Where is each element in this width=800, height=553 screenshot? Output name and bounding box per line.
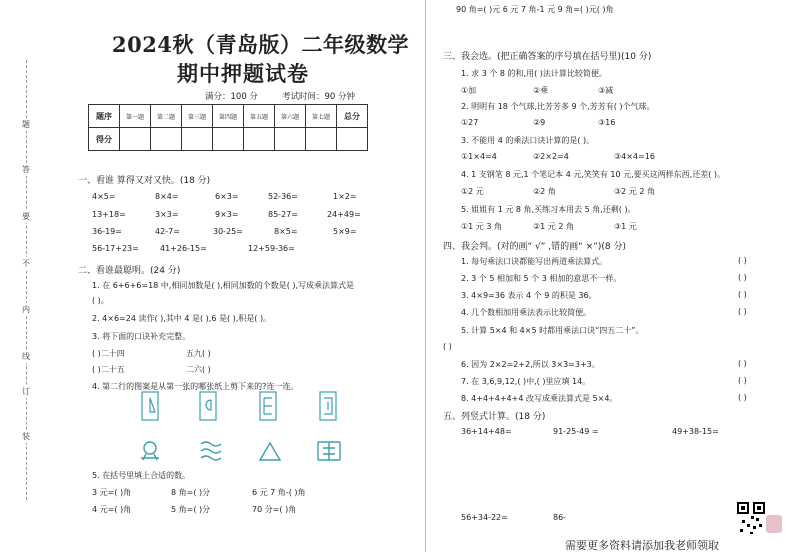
- choice-q3: 3. 不能用 4 的乘法口诀计算的是( )。: [461, 136, 595, 145]
- judge-paren[interactable]: ( ): [738, 393, 747, 402]
- mnemonic-item: ( )二十五: [92, 365, 125, 374]
- judge-item: 8. 4+4+4+4+4 改写成乘法算式是 5×4。: [461, 394, 618, 403]
- judge-item: 3. 4×9=36 表示 4 个 9 的积是 36。: [461, 291, 597, 300]
- calc-item: 1×2=: [333, 192, 357, 201]
- fill-item: 8 角=( )分: [171, 488, 211, 497]
- calc-item: 13+18=: [92, 210, 126, 219]
- calc-item: 52-36=: [268, 192, 298, 201]
- choice-option: ②乘: [533, 86, 549, 95]
- fill-item: 6 元 7 角-( )角: [252, 488, 306, 497]
- choice-option: ①加: [461, 86, 477, 95]
- section-2-q1: 1. 在 6+6+6=18 中,相同加数是( ),相同加数的个数是( ),写成乘法算式是: [92, 281, 355, 290]
- score-table-col: 第三题: [182, 105, 213, 128]
- calc-item: 6×3=: [215, 192, 239, 201]
- binding-char: 题: [22, 120, 30, 129]
- choice-option: ②2×2=4: [533, 152, 569, 161]
- choice-option: ③16: [598, 118, 616, 127]
- calc-item: 3×3=: [155, 210, 179, 219]
- score-cell[interactable]: [306, 128, 337, 151]
- right-top-line: 90 角=( )元 6 元 7 角-1 元 9 角=( )元( )角: [456, 5, 614, 14]
- mnemonic-item: 五九( ): [186, 349, 211, 358]
- page-title: 2024秋（青岛版）二年级数学: [112, 32, 409, 57]
- section-1-title: 一、看谁 算得又对又快。(18 分): [78, 176, 211, 186]
- calc-item: 9×3=: [215, 210, 239, 219]
- score-table-col: 第一题: [120, 105, 151, 128]
- choice-option: ③2 元 2 角: [614, 187, 655, 196]
- fill-item: 3 元=( )角: [92, 488, 132, 497]
- binding-margin: [8, 0, 40, 552]
- score-table-col: 第五题: [244, 105, 275, 128]
- vertical-calc: 91-25-49 =: [553, 427, 599, 436]
- choice-q1: 1. 求 3 个 8 的和,用( )法计算比较简便。: [461, 69, 607, 78]
- judge-item: 5. 计算 5×4 和 4×5 时都用乘法口诀“四五二十”。: [461, 326, 644, 335]
- folded-paper-3-icon: [258, 390, 280, 422]
- judge-paren[interactable]: ( ): [738, 273, 747, 282]
- judge-paren[interactable]: ( ): [738, 290, 747, 299]
- calc-item: 36-19=: [92, 227, 122, 236]
- choice-option: ③1 元: [614, 222, 637, 231]
- judge-paren[interactable]: ( ): [738, 376, 747, 385]
- cutout-ladder-icon: [315, 438, 343, 464]
- calc-item: 8×5=: [274, 227, 298, 236]
- binding-char: 装: [22, 432, 30, 441]
- judge-item: 1. 每句乘法口诀都能写出两道乘法算式。: [461, 257, 608, 266]
- score-table-header-label: 题序: [89, 105, 120, 128]
- score-cell[interactable]: [275, 128, 306, 151]
- section-2-q1-cont: ( )。: [92, 296, 109, 305]
- choice-option: ①1 元 3 角: [461, 222, 502, 231]
- score-cell[interactable]: [337, 128, 368, 151]
- folded-paper-4-icon: [318, 390, 340, 422]
- choice-q2: 2. 明明有 18 个气球,比芳芳多 9 个,芳芳有( )个气球。: [461, 102, 655, 111]
- score-cell[interactable]: [244, 128, 275, 151]
- folded-paper-2-icon: [198, 390, 220, 422]
- judge-item: 7. 在 3,6,9,12,( )中,( )里应填 14。: [461, 377, 591, 386]
- choice-q4: 4. 1 支钢笔 8 元,1 个笔记本 4 元,笑笑有 10 元,要买这两样东西,还差( )。: [461, 170, 726, 179]
- binding-char: 答: [22, 165, 30, 174]
- judge-item: 2. 3 个 5 相加和 5 个 3 相加的意思不一样。: [461, 274, 622, 283]
- judge-paren[interactable]: ( ): [443, 342, 452, 351]
- score-cell[interactable]: [151, 128, 182, 151]
- vertical-calc: 86-: [553, 513, 567, 522]
- score-table-col: 第四题: [213, 105, 244, 128]
- choice-option: ③减: [598, 86, 614, 95]
- vertical-calc: 56+34-22=: [461, 513, 508, 522]
- full-score: 满分：100 分: [205, 92, 258, 102]
- vertical-calc: 36+14+48=: [461, 427, 512, 436]
- section-3-title: 三、我会选。(把正确答案的序号填在括号里)(10 分): [443, 52, 652, 62]
- calc-item: 42-7=: [155, 227, 180, 236]
- choice-option: ③4×4=16: [614, 152, 655, 161]
- score-table-col: 第七题: [306, 105, 337, 128]
- binding-char: 线: [22, 352, 30, 361]
- fill-item: 4 元=( )角: [92, 505, 132, 514]
- fill-item: 5 角=( )分: [171, 505, 211, 514]
- section-2-q3: 3. 将下面的口诀补充完整。: [92, 332, 191, 341]
- choice-option: ②2 角: [533, 187, 556, 196]
- choice-option: ②1 元 2 角: [533, 222, 574, 231]
- score-cell[interactable]: [120, 128, 151, 151]
- vertical-calc: 49+38-15=: [672, 427, 719, 436]
- calc-item: 41+26-15=: [160, 244, 207, 253]
- section-4-title: 四、我会判。(对的画“ √” ,错的画“ ×”)(8 分): [443, 242, 627, 252]
- choice-option: ②9: [533, 118, 546, 127]
- judge-item: 6. 因为 2×2=2+2,所以 3×3=3+3。: [461, 360, 600, 369]
- calc-item: 4×5=: [92, 192, 116, 201]
- score-table-score-label: 得分: [89, 128, 120, 151]
- column-divider: [425, 0, 426, 552]
- calc-item: 24+49=: [327, 210, 361, 219]
- score-cell[interactable]: [213, 128, 244, 151]
- mnemonic-item: ( )二十四: [92, 349, 125, 358]
- cutout-spade-icon: [138, 438, 162, 464]
- judge-item: 4. 几个数相加用乘法表示比较简便。: [461, 308, 592, 317]
- judge-paren[interactable]: ( ): [738, 256, 747, 265]
- judge-paren[interactable]: ( ): [738, 307, 747, 316]
- judge-paren[interactable]: ( ): [738, 359, 747, 368]
- calc-item: 8×4=: [155, 192, 179, 201]
- score-table-col: 第二题: [151, 105, 182, 128]
- exam-time: 考试时间：90 分钟: [282, 92, 356, 102]
- section-2-q2: 2. 4×6=24 读作( ),其中 4 是( ),6 是( ),积是( )。: [92, 314, 272, 323]
- binding-char: 订: [22, 387, 30, 396]
- promo-banner[interactable]: 需要更多资料请添加我老师领取: [565, 539, 719, 552]
- score-table-col: 第六题: [275, 105, 306, 128]
- avatar: [766, 515, 782, 533]
- score-table-total-label: 总分: [337, 105, 368, 128]
- calc-item: 12+59-36=: [248, 244, 295, 253]
- fill-item: 70 分=( )角: [252, 505, 297, 514]
- section-2-q5: 5. 在括号里填上合适的数。: [92, 471, 191, 480]
- calc-item: 5×9=: [333, 227, 357, 236]
- score-cell[interactable]: [182, 128, 213, 151]
- choice-option: ①1×4=4: [461, 152, 497, 161]
- calc-item: 56-17+23=: [92, 244, 139, 253]
- cutout-triangle-icon: [258, 440, 282, 464]
- binding-char: 内: [22, 305, 30, 314]
- calc-item: 85-27=: [268, 210, 298, 219]
- mnemonic-item: 二六( ): [186, 365, 211, 374]
- choice-option: ①2 元: [461, 187, 484, 196]
- cutout-wave-icon: [198, 438, 224, 464]
- section-2-title: 二、看谁最聪明。(24 分): [78, 266, 181, 276]
- section-5-title: 五、列竖式计算。(18 分): [443, 412, 546, 422]
- calc-item: 30-25=: [213, 227, 243, 236]
- folded-paper-1-icon: [140, 390, 162, 422]
- choice-q5: 5. 姐姐有 1 元 8 角,买练习本用去 5 角,还剩( )。: [461, 205, 636, 214]
- score-table: [88, 104, 368, 151]
- page-subtitle: 期中押题试卷: [177, 61, 309, 86]
- section-2-q4: 4. 第二行的图案是从第一张的哪张纸上剪下来的?连一连。: [92, 382, 299, 391]
- binding-char: 要: [22, 212, 30, 221]
- binding-char: 不: [22, 259, 30, 268]
- choice-option: ①27: [461, 118, 479, 127]
